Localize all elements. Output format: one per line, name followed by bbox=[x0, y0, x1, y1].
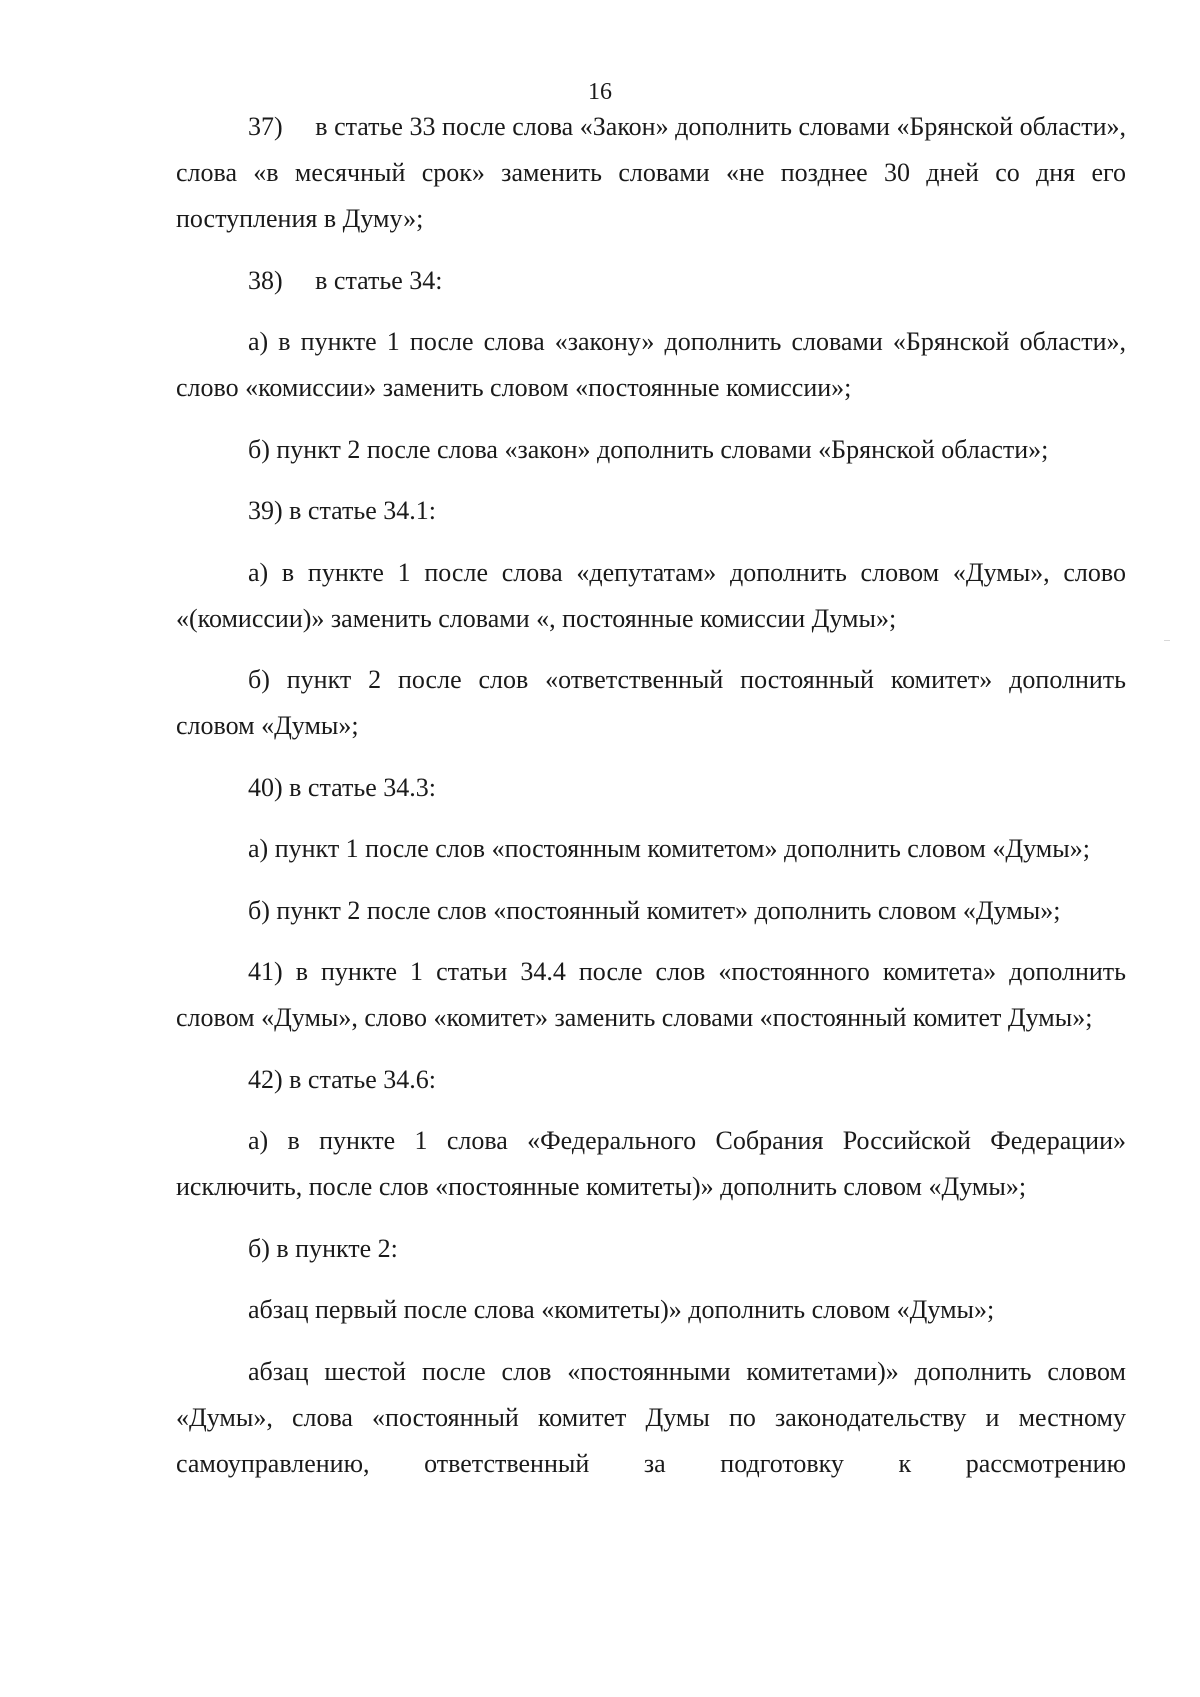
paragraph-40b: б) пункт 2 после слов «постоянный комитет» дополнить словом «Думы»; bbox=[248, 895, 1061, 925]
paragraph-abzac-6: абзац шестой после слов «постоянными комитетами)» дополнить словом «Думы», слова «постоянный комитет Думы по законодательству и местному самоуправлению, ответственный за подготовку к рассмотрению bbox=[176, 1356, 1126, 1478]
paragraph-39a: а) в пункте 1 после слова «депутатам» дополнить словом «Думы», слово «(комиссии)» заменить словами «, постоянные комиссии Думы»; bbox=[176, 557, 1126, 633]
paragraph-37: 37) в статье 33 после слова «Закон» дополнить словами «Брянской области», слова «в месячный срок» заменить словами «не позднее 30 дней со дня его поступления в Думу»; bbox=[176, 112, 1126, 233]
scan-artifact bbox=[1164, 640, 1170, 641]
paragraph-42a: а) в пункте 1 слова «Федерального Собрания Российской Федерации» исключить, после слов «постоянные комитеты)» дополнить словом «Думы»; bbox=[176, 1126, 1126, 1201]
paragraph-38: 38) в статье 34: bbox=[248, 265, 443, 295]
paragraph-39b: б) пункт 2 после слов «ответственный постоянный комитет» дополнить словом «Думы»; bbox=[176, 665, 1126, 740]
paragraph-abzac-1: абзац первый после слова «комитеты)» дополнить словом «Думы»; bbox=[248, 1295, 995, 1324]
paragraph-41: 41) в пункте 1 статьи 34.4 после слов «постоянного комитета» дополнить словом «Думы», слово «комитет» заменить словами «постоянный комитет Думы»; bbox=[176, 957, 1126, 1032]
document-body bbox=[176, 104, 1126, 1502]
paragraph-38a: а) в пункте 1 после слова «закону» дополнить словами «Брянской области», слово «комиссии» заменить словом «постоянные комиссии»; bbox=[176, 327, 1126, 402]
paragraph-40a: а) пункт 1 после слов «постоянным комитетом» дополнить словом «Думы»; bbox=[248, 834, 1090, 863]
paragraph-38b: б) пункт 2 после слова «закон» дополнить словами «Брянской области»; bbox=[248, 434, 1049, 464]
paragraph-40: 40) в статье 34.3: bbox=[248, 772, 437, 802]
paragraph-39: 39) в статье 34.1: bbox=[248, 496, 437, 525]
paragraph-42: 42) в статье 34.6: bbox=[248, 1064, 437, 1094]
paragraph-42b: б) в пункте 2: bbox=[248, 1233, 398, 1263]
page-number: 16 bbox=[588, 79, 612, 105]
